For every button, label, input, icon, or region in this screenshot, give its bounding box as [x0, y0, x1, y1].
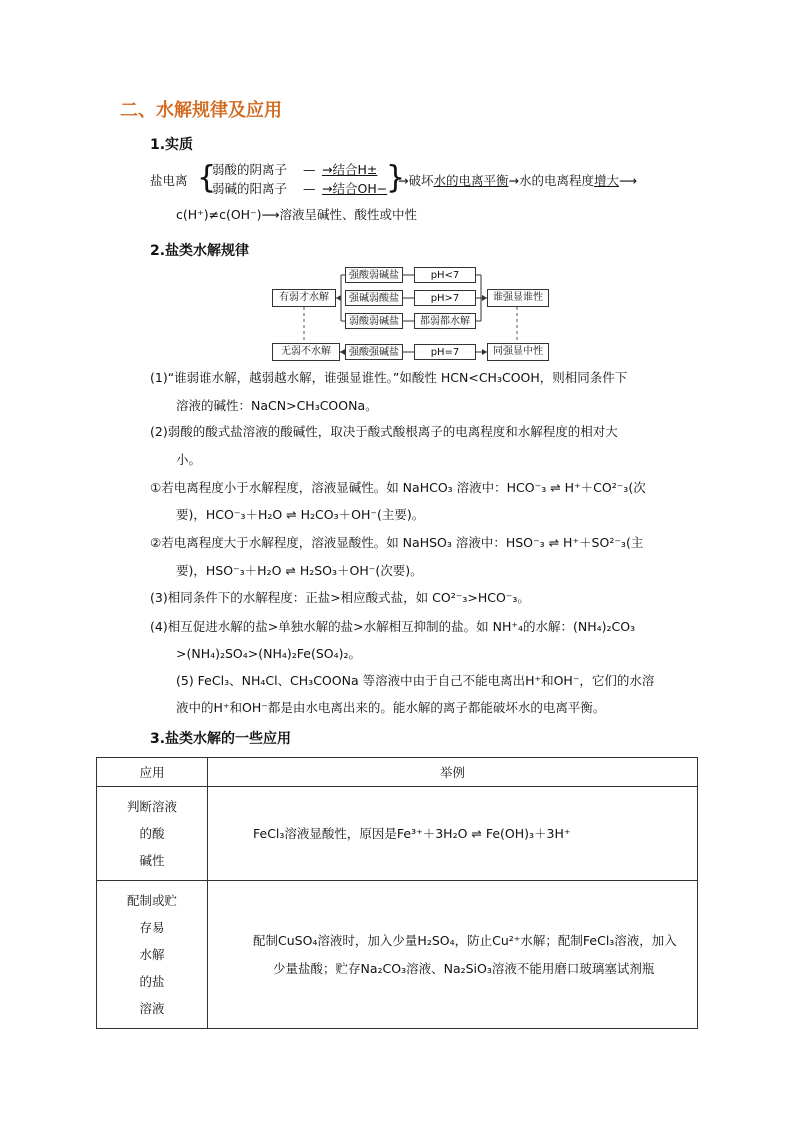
box-strong-acid-weak-base: 强酸弱碱盐	[345, 267, 403, 283]
rule-5-line-2: 液中的H⁺和OH⁻都是由水电离出来的。能水解的离子都能破坏水的电离平衡。	[176, 700, 606, 715]
app-text: 水解	[139, 947, 165, 962]
essence-result: c(H⁺)≠c(OH⁻)⟶溶液呈碱性、酸性或中性	[176, 207, 417, 222]
chain-equilibrium: 水的电离平衡	[433, 173, 509, 188]
chain-increase: 增大	[593, 173, 619, 188]
example-cell: FeCl₃溶液显酸性，原因是Fe³⁺＋3H₂O ⇌ Fe(OH)₃＋3H⁺	[208, 787, 698, 881]
app-text: 配制或贮	[126, 893, 177, 908]
rule-4-line-2: >(NH₄)₂SO₄>(NH₄)₂Fe(SO₄)₂。	[176, 646, 362, 661]
rule-1-line-1: (1)“谁弱谁水解，越弱越水解，谁强显谁性。”如酸性 HCN<CH₃COOH，则相同条件下	[150, 370, 628, 385]
chain-part-2: →水的电离程度	[508, 173, 594, 188]
box-weak-hydrolyzes: 有弱才水解	[272, 289, 336, 307]
rule-5-line-1: (5) FeCl₃、NH₄Cl、CH₃COONa 等溶液中由于自己不能电离出H⁺和OH⁻，它们的水溶	[176, 673, 655, 688]
box-both-strong-neutral: 同强显中性	[487, 343, 549, 361]
chain-part-1: →破坏	[398, 173, 434, 188]
box-both-weak-hydrolyze: 都弱都水解	[414, 313, 476, 329]
col-header-example: 举例	[208, 758, 698, 787]
rule-2b-line-1: ②若电离程度大于水解程度，溶液显酸性。如 NaHSO₃ 溶液中：HSO⁻₃ ⇌ H⁺＋SO²⁻₃(主	[150, 535, 644, 550]
box-no-weak-no-hydrolysis: 无弱不水解	[272, 343, 340, 361]
rule-2a-line-2: 要)，HCO⁻₃＋H₂O ⇌ H₂CO₃＋OH⁻(主要)。	[176, 507, 425, 522]
box-ph-lt-7: pH<7	[414, 267, 476, 283]
box-strong-base-weak-acid: 强碱弱酸盐	[345, 290, 403, 306]
heading-hydrolysis-rules: 2.盐类水解规律	[150, 243, 250, 259]
table-row	[97, 787, 698, 881]
rule-2-line-1: (2)弱酸的酸式盐溶液的酸碱性，取决于酸式酸根离子的电离程度和水解程度的相对大	[150, 424, 618, 439]
combine-oh: →结合OH−	[322, 181, 388, 196]
example-cell	[208, 881, 698, 1029]
app-text: 碱性	[139, 853, 165, 868]
heading-applications: 3.盐类水解的一些应用	[150, 731, 292, 747]
rule-2a-line-1: ①若电离程度小于水解程度，溶液显碱性。如 NaHCO₃ 溶液中：HCO⁻₃ ⇌ H⁺＋CO²⁻₃(次	[150, 480, 646, 495]
app-text: 溶液	[139, 1001, 165, 1016]
dash-2: —	[303, 181, 316, 196]
box-weak-acid-weak-base: 弱酸弱碱盐	[345, 313, 403, 329]
applications-table	[96, 757, 698, 1029]
app-text: 的盐	[139, 974, 165, 989]
app-text: 存易	[139, 920, 165, 935]
rule-2b-line-2: 要)，HSO⁻₃＋H₂O ⇌ H₂SO₃＋OH⁻(次要)。	[176, 563, 423, 578]
app-text: 的酸	[139, 826, 165, 841]
dash-1: —	[303, 162, 316, 177]
app-text: 判断溶液	[126, 799, 177, 814]
right-brace: }	[386, 159, 406, 196]
box-strong-acid-strong-base: 强酸强碱盐	[345, 344, 403, 360]
section-title: 二、水解规律及应用	[120, 100, 282, 121]
weak-acid-anion: 弱酸的阴离子	[212, 162, 288, 177]
box-ph-eq-7: pH=7	[414, 344, 476, 360]
weak-base-cation: 弱碱的阳离子	[212, 181, 288, 196]
table-header-row	[97, 758, 698, 787]
rule-1-line-2: 溶液的碱性：NaCN>CH₃COONa。	[176, 398, 378, 413]
application-cell	[97, 787, 208, 881]
rule-4-line-1: (4)相互促进水解的盐>单独水解的盐>水解相互抑制的盐。如 NH⁺₄的水解：(NH₄)₂CO₃	[150, 619, 636, 634]
left-brace: {	[197, 159, 217, 196]
table-row	[97, 881, 698, 1029]
chain-arrow: ⟶	[619, 173, 637, 188]
heading-essence: 1.实质	[150, 137, 194, 153]
rule-3: (3)相同条件下的水解程度：正盐>相应酸式盐，如 CO²⁻₃>HCO⁻₃。	[150, 590, 530, 605]
box-ph-gt-7: pH>7	[414, 290, 476, 306]
rule-2-line-2: 小。	[176, 452, 202, 467]
box-stronger-shows: 谁强显谁性	[487, 289, 549, 307]
col-header-application: 应用	[97, 758, 208, 787]
application-cell	[97, 881, 208, 1029]
salt-ionize-label: 盐电离	[150, 173, 188, 188]
example-text: 配制CuSO₄溶液时，加入少量H₂SO₄，防止Cu²⁺水解；配制FeCl₃溶液，加入少量盐酸；贮存Na₂CO₃溶液、Na₂SiO₃溶液不能用磨口玻璃塞试剂瓶	[253, 932, 677, 976]
combine-h: →结合H±	[322, 162, 378, 177]
